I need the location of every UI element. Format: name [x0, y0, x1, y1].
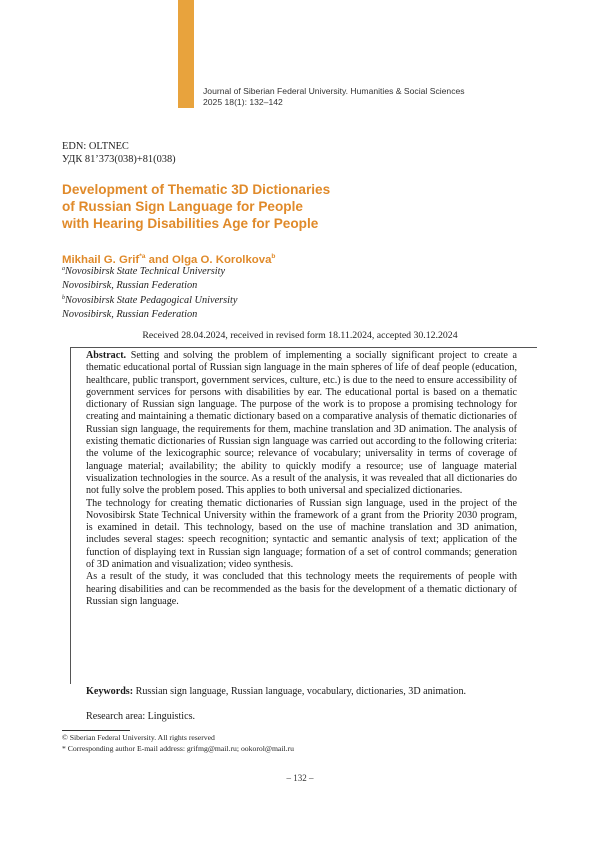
affiliation-b-name: $^b$Novosibirsk State Pedagogical University: [62, 295, 238, 307]
journal-issue: 2025 18(1): 132–142: [203, 97, 283, 107]
title-line-2: of Russian Sign Language for People: [62, 199, 303, 214]
keywords-label: Keywords:: [86, 686, 134, 697]
author-grif-affil: *a: [139, 253, 146, 260]
title-line-1: Development of Thematic 3D Dictionaries: [62, 182, 331, 197]
abstract-label: Abstract.: [86, 350, 127, 361]
abstract: [86, 350, 517, 608]
corresponding-author-note: * Corresponding author E-mail address: grifmg@mail.ru; ookorol@mail.ru: [62, 743, 294, 753]
abstract-paragraph-3: As a result of the study, it was concluded that this technology meets the requirements of people with hearing disabilities and can be recommended as the basis for the development of a thematic dictionary of Russian sign language.: [86, 571, 517, 607]
author-grif: Mikhail G. Grif: [62, 254, 140, 266]
affiliation-b-city: Novosibirsk, Russian Federation: [62, 309, 198, 321]
title-line-3: with Hearing Disabilities Age for People: [62, 216, 319, 231]
research-area: Research area: Linguistics.: [86, 711, 196, 722]
author-conjunction: and: [145, 254, 173, 266]
article-title: [62, 181, 482, 232]
page-number: – 132 –: [286, 773, 314, 783]
affiliation-a-city: Novosibirsk, Russian Federation: [62, 279, 198, 291]
keywords: [86, 686, 517, 698]
udk-code: УДК 81’373(038)+81(038): [62, 154, 176, 165]
received-dates: Received 28.04.2024, received in revised form 18.11.2024, accepted 30.12.2024: [142, 330, 458, 341]
affiliations: [62, 263, 482, 322]
author-korolkova-affil: b: [271, 253, 276, 260]
keywords-text: Russian sign language, Russian language, vocabulary, dictionaries, 3D animation.: [133, 686, 467, 697]
header-accent-bar: [178, 0, 194, 108]
edn-code: EDN: OLTNEC: [62, 141, 129, 152]
footnotes: [62, 733, 538, 754]
affiliation-a-mark: a: [62, 266, 65, 272]
journal-name: Journal of Siberian Federal University. Humanities & Social Sciences: [203, 86, 465, 96]
author-korolkova: Olga O. Korolkova: [172, 254, 272, 266]
journal-header: [203, 86, 543, 108]
abstract-paragraph-1: Abstract. Setting and solving the problem of implementing a socially significant project to create a thematic educational portal of Russian sign language in the main spheres of life of deaf people (education, healthcare, public transport, government services, culture, etc.) is due to the need to ensure accessibility of government services for persons with disabilities by ear. The educational portal is based on a thematic dictionary of Russian sign language. The purpose of the work is to propose a promising technology for creating and maintaining a thematic dictionary based on a comparative analysis of thematic dictionaries of Russian sign language, the requirements for them, machine translation and 3D animation. The analysis of existing thematic dictionaries of Russian sign language was carried out according to the following criteria: the volume of the lexicographic source; relevance of vocabulary; universality in terms of coverage of language material; availability; the ability to quickly modify a resource; use of language material visualization technologies in the source. As a result of the analysis, it was revealed that all dictionaries do not fully solve the problem posed. This applies to both universal and specialized dictionaries.: [86, 350, 517, 497]
affiliation-a-name: $^a$Novosibirsk State Technical University: [62, 266, 226, 277]
footnote-divider: [62, 730, 130, 731]
article-identifiers: [62, 140, 176, 166]
affiliation-b-mark: b: [62, 295, 65, 302]
abstract-paragraph-2: The technology for creating thematic dictionaries of Russian sign language, used in the project of the Novosibirsk State Technical University within the framework of a grant from the Priority 2030 program, is examined in detail. This technology, based on the use of machine translation and 3D animation, includes several stages: speech recognition; syntactic and semantic analysis of text; application of the function of displaying text in Russian sign language; formation of a set of control commands; generation of 3D animation and visualization; video synthesis.: [86, 497, 517, 571]
copyright-note: © Siberian Federal University. All rights reserved: [62, 733, 215, 742]
